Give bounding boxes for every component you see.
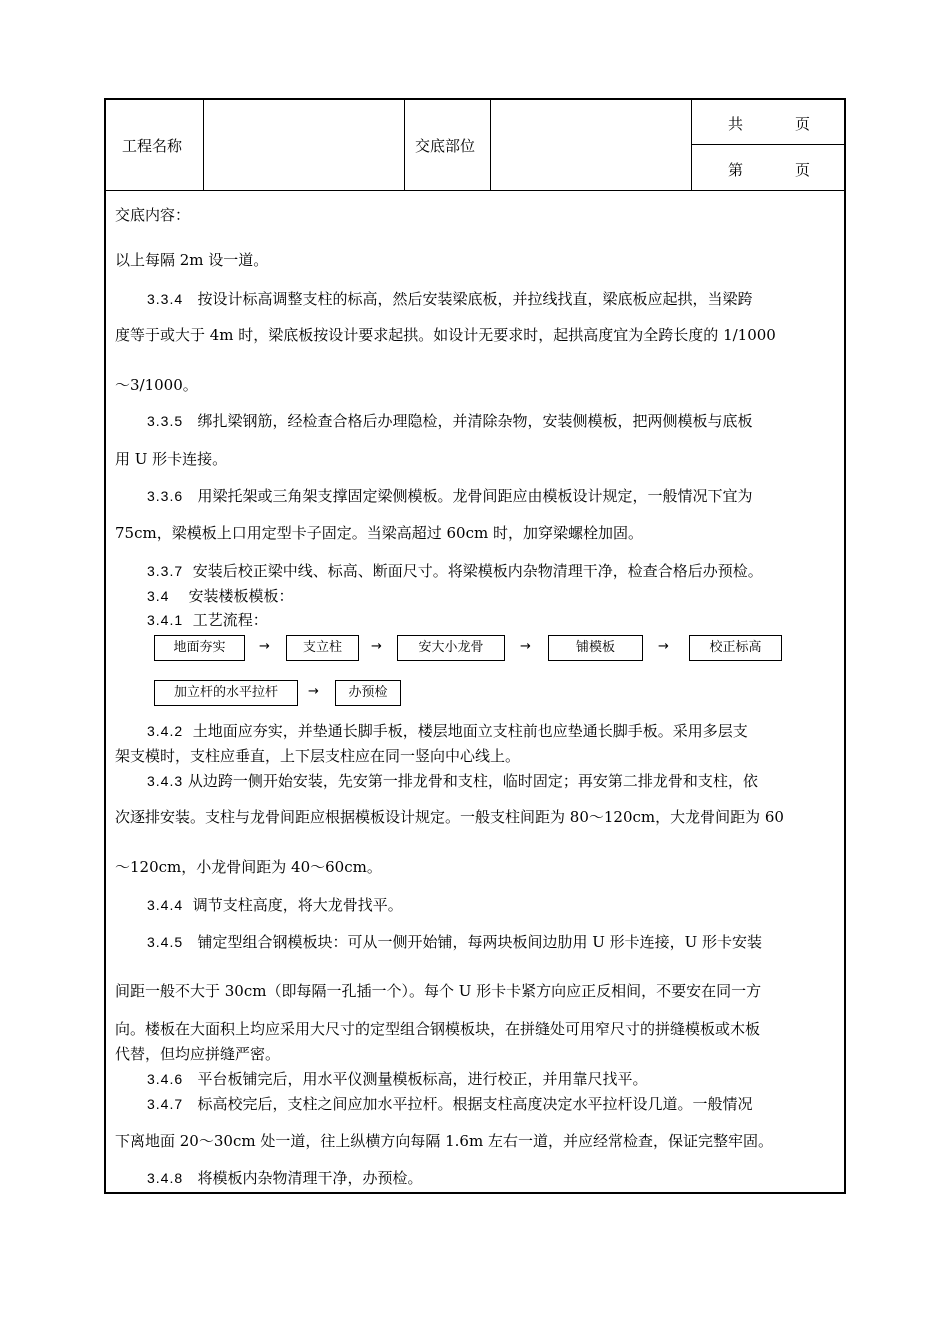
paragraph-3-3-4 — [115, 289, 837, 309]
header-divider-3 — [490, 98, 491, 191]
location-label: 交底部位 — [415, 137, 476, 155]
paragraph-3-4-2 — [115, 721, 837, 741]
paragraph-3-3-6-line2: 75cm，梁模板上口用定型卡子固定。当梁高超过 60cm 时，加穿梁螺栓加固。 — [115, 524, 643, 542]
clause-number: 3.4.3 — [147, 773, 184, 789]
clause-text: 平台板铺完后，用水平仪测量模板标高，进行校正，并用靠尺找平。 — [197, 1070, 648, 1088]
paragraph-3-4-3 — [115, 771, 837, 791]
clause-number: 3.4.2 — [147, 723, 184, 739]
clause-number: 3.4.1 — [147, 612, 184, 628]
paragraph-3-4-5-line2: 间距一般不大于 30cm（即每隔一孔插一个）。每个 U 形卡卡紧方向应正反相间，不要安在同一方 — [115, 982, 762, 1000]
clause-text: 将模板内杂物清理干净，办预检。 — [197, 1169, 423, 1187]
header-divider-1 — [203, 98, 204, 191]
paragraph-3-4-5-line3: 向。楼板在大面积上均应采用大尺寸的定型组合钢模板块，在拼缝处可用窄尺寸的拼缝模板或木板 — [115, 1020, 761, 1038]
header-page-split — [691, 144, 846, 145]
paragraph-3-4-6 — [115, 1069, 837, 1089]
clause-number: 3.4.8 — [147, 1170, 184, 1186]
paragraph-3-3-5-line2: 用 U 形卡连接。 — [115, 450, 228, 468]
flow-arrow-icon: → — [259, 639, 270, 654]
flow-step-7: 办预检 — [335, 680, 401, 706]
page-number-label: 第 — [728, 161, 744, 179]
total-pages-label: 共 — [728, 115, 744, 133]
flow-step-6: 加立杆的水平拉杆 — [154, 680, 298, 706]
project-name-label: 工程名称 — [122, 137, 183, 155]
header-divider-2 — [404, 98, 405, 191]
paragraph-3-4-1 — [115, 610, 837, 630]
flow-arrow-icon: → — [371, 639, 382, 654]
paragraph-3-3-7 — [115, 561, 837, 581]
clause-number: 3.4.7 — [147, 1096, 184, 1112]
clause-number: 3.3.4 — [147, 291, 184, 307]
flow-step-3: 安大小龙骨 — [397, 635, 505, 661]
paragraph-3-4-2-line2: 架支模时，支柱应垂直，上下层支柱应在同一竖向中心线上。 — [115, 747, 521, 765]
clause-text: 调节支柱高度，将大龙骨找平。 — [192, 896, 403, 914]
flow-arrow-icon: → — [658, 639, 669, 654]
paragraph-3-3-4-line3: ～3/1000。 — [115, 376, 198, 394]
clause-number: 3.3.6 — [147, 488, 184, 504]
paragraph-3-4-8 — [115, 1168, 837, 1188]
flow-arrow-icon: → — [308, 684, 319, 699]
paragraph-3-3-6 — [115, 486, 837, 506]
flow-step-4: 铺模板 — [548, 635, 643, 661]
total-pages-unit: 页 — [795, 115, 811, 133]
flow-step-1: 地面夯实 — [154, 635, 245, 661]
clause-number: 3.3.7 — [147, 563, 184, 579]
paragraph-3-4-3-line3: ～120cm，小龙骨间距为 40～60cm。 — [115, 858, 382, 876]
clause-text: 标高校完后，支柱之间应加水平拉杆。根据支柱高度决定水平拉杆设几道。一般情况 — [197, 1095, 753, 1113]
paragraph-3-4-7-line2: 下离地面 20～30cm 处一道，往上纵横方向每隔 1.6m 左右一道，并应经常检查，保证完整牢固。 — [115, 1132, 773, 1150]
clause-text: 铺定型组合钢模板块：可从一侧开始铺，每两块板间边肋用 U 形卡连接，U 形卡安装 — [197, 933, 763, 951]
clause-number: 3.4 — [147, 588, 170, 604]
paragraph-3-4-4 — [115, 895, 837, 915]
content-label: 交底内容： — [115, 206, 191, 224]
paragraph-3-4 — [115, 586, 837, 606]
flow-step-5: 校正标高 — [689, 635, 782, 661]
clause-text: 安装楼板模板： — [188, 587, 294, 605]
clause-text: 土地面应夯实，并垫通长脚手板，楼层地面立支柱前也应垫通长脚手板。采用多层支 — [192, 722, 748, 740]
paragraph-3-4-3-line2: 次逐排安装。支柱与龙骨间距应根据模板设计规定。一般支柱间距为 80～120cm，大龙骨间距为 60 — [115, 808, 784, 826]
clause-text: 绑扎梁钢筋，经检查合格后办理隐检，并清除杂物，安装侧模板，把两侧模板与底板 — [197, 412, 753, 430]
clause-number: 3.4.5 — [147, 934, 184, 950]
paragraph-3-3-4-line2: 度等于或大于 4m 时，梁底板按设计要求起拱。如设计无要求时，起拱高度宜为全跨长度的 1/1000 — [115, 326, 776, 344]
header-bottom-line — [104, 190, 846, 191]
clause-text: 从边跨一侧开始安装，先安第一排龙骨和支柱，临时固定；再安第二排龙骨和支柱，依 — [187, 772, 758, 790]
clause-text: 用梁托架或三角架支撑固定梁侧模板。龙骨间距应由模板设计规定，一般情况下宜为 — [197, 487, 753, 505]
paragraph-3-4-5-line4: 代替，但均应拼缝严密。 — [115, 1045, 281, 1063]
clause-number: 3.4.4 — [147, 897, 184, 913]
page-number-unit: 页 — [795, 161, 811, 179]
flow-step-2: 支立柱 — [286, 635, 359, 661]
clause-text: 按设计标高调整支柱的标高，然后安装梁底板，并拉线找直，梁底板应起拱，当梁跨 — [197, 290, 753, 308]
clause-text: 工艺流程： — [192, 611, 268, 629]
paragraph-3-3-5 — [115, 411, 837, 431]
paragraph-3-4-5 — [115, 932, 837, 952]
paragraph-3-4-7 — [115, 1094, 837, 1114]
clause-text: 安装后校正梁中线、标高、断面尺寸。将梁模板内杂物清理干净，检查合格后办预检。 — [192, 562, 763, 580]
paragraph-p1: 以上每隔 2m 设一道。 — [115, 251, 269, 269]
flow-arrow-icon: → — [520, 639, 531, 654]
clause-number: 3.3.5 — [147, 413, 184, 429]
clause-number: 3.4.6 — [147, 1071, 184, 1087]
